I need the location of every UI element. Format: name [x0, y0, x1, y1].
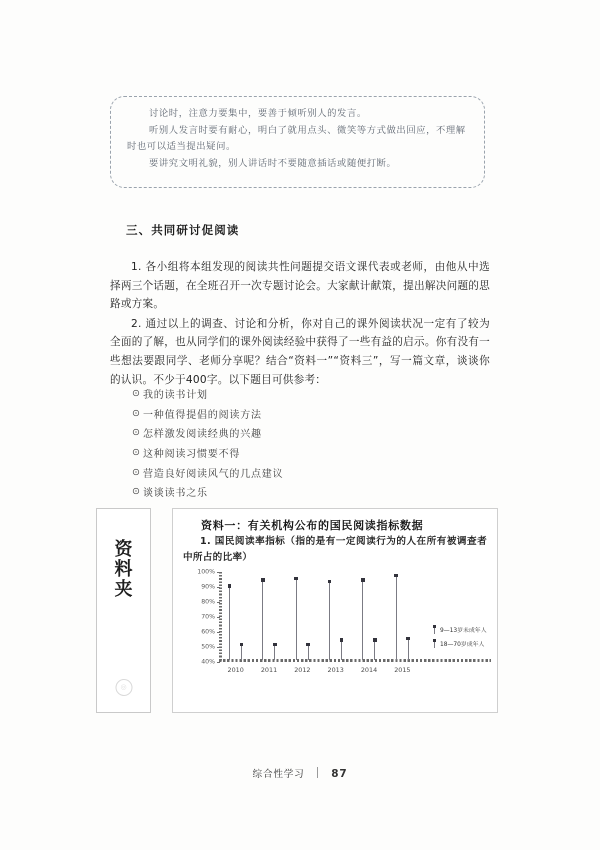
- chart-bar-cap: [340, 638, 343, 641]
- y-axis-tick: [217, 662, 220, 663]
- chart-bar: [296, 579, 297, 660]
- tip-line-1: 讨论时，注意力要集中，要善于倾听别人的发言。: [149, 108, 367, 119]
- chart-bar: [262, 581, 263, 661]
- chart-bar: [396, 576, 397, 660]
- seal-icon: ◎: [115, 679, 132, 696]
- chart-legend: [431, 622, 517, 650]
- page-footer: [0, 766, 600, 780]
- tip-line-2: 听别人发言时要有耐心，明白了就用点头、微笑等方式做出回应，不理解: [149, 124, 466, 136]
- chart-bar-cap: [240, 643, 243, 646]
- chart-bar-cap: [261, 578, 264, 581]
- chart-bar-cap: [294, 577, 297, 580]
- chart-bar: [374, 641, 375, 661]
- legend-label: 18—70岁成年人: [440, 641, 485, 648]
- y-axis-tick: [217, 602, 220, 603]
- x-axis: [219, 659, 491, 662]
- chart-bar: [341, 641, 342, 661]
- y-axis-tick-label: 80%: [201, 598, 215, 606]
- reference-panel-subtitle: 1. 国民阅读率指标（指的是有一定阅读行为的人在所有被调查者中所占的比率）: [183, 536, 487, 563]
- reference-panel: [172, 508, 498, 713]
- y-axis-tick-label: 90%: [201, 583, 215, 591]
- chart-bar: [308, 645, 309, 660]
- y-axis-tick-label: 40%: [201, 658, 215, 666]
- folder-tab: [96, 508, 151, 713]
- y-axis-tick: [217, 632, 220, 633]
- chart-bar: [274, 645, 275, 660]
- topic-suggestion-list: [132, 384, 462, 502]
- tip-line-4: 要讲究文明礼貌，别人讲话时不要随意插话或随便打断。: [149, 157, 397, 169]
- chart-bar: [241, 645, 242, 660]
- x-axis-tick-label: 2011: [260, 666, 278, 674]
- y-axis-tick-label: 70%: [201, 613, 215, 621]
- list-item: [132, 443, 462, 463]
- circled-dot-icon: ⊙: [132, 447, 141, 459]
- list-item-label: 我的读书计划: [143, 390, 208, 402]
- chart-bar: [229, 587, 230, 661]
- y-axis-tick: [217, 647, 220, 648]
- circled-dot-icon: ⊙: [132, 407, 141, 419]
- list-item: [132, 462, 462, 482]
- footer-page-number: 87: [331, 768, 348, 780]
- paragraph-2: 2. 通过以上的调查、讨论和分析，你对自己的课外阅读状况一定有了较为全面的了解，也从同学们的课外阅读经验中获得了一些有益的启示。你有没有一些想法要跟同学、老师分享呢？结合“资料一”“资料三”，写一篇文章，谈谈你的认识。不少于400字。以下题目可供参考：: [110, 317, 490, 386]
- footer-divider: [317, 767, 318, 778]
- list-item-label: 一种值得提倡的阅读方法: [143, 409, 262, 421]
- y-axis-tick: [217, 587, 220, 588]
- section-body: [110, 258, 490, 390]
- tip-line-3: 时也可以适当提出疑问。: [127, 141, 236, 152]
- legend-item: [431, 622, 517, 636]
- chart-bar-cap: [406, 637, 409, 640]
- y-axis-tick: [217, 617, 220, 618]
- circled-dot-icon: ⊙: [132, 466, 141, 478]
- chart-bar-cap: [228, 584, 231, 587]
- chart-bar-cap: [373, 638, 376, 641]
- chart-bar-cap: [361, 578, 364, 581]
- chart-bar-cap: [306, 643, 309, 646]
- list-item: [132, 404, 462, 424]
- chart-bar-cap: [328, 580, 331, 583]
- x-axis-tick-label: 2012: [294, 666, 311, 674]
- chart-bar: [362, 581, 363, 661]
- circled-dot-icon: ⊙: [132, 427, 141, 439]
- y-axis-tick: [217, 572, 220, 573]
- legend-item: [431, 636, 517, 650]
- list-item-label: 谈谈读书之乐: [143, 488, 208, 500]
- y-axis-tick-label: 50%: [201, 643, 215, 651]
- legend-marker-icon: [431, 625, 438, 634]
- reference-panel-title: 资料一：有关机构公布的国民阅读指标数据: [201, 519, 424, 532]
- list-item: [132, 384, 462, 404]
- circled-dot-icon: ⊙: [132, 388, 141, 400]
- chart-bar: [408, 639, 409, 660]
- paragraph-1: 1. 各小组将本组发现的阅读共性问题提交语文课代表或老师，由他从中选择两三个话题，在全班召开一次专题讨论会。大家献计献策，提出解决问题的思路或方案。: [110, 261, 490, 311]
- chart-plot-area: [197, 568, 419, 674]
- circled-dot-icon: ⊙: [132, 486, 141, 498]
- y-axis-tick-label: 60%: [201, 628, 215, 636]
- discussion-tips-box: [110, 96, 485, 188]
- reading-rate-chart: [185, 570, 487, 682]
- footer-section-name: 综合性学习: [252, 769, 305, 780]
- folder-tab-label: 资料夹: [111, 539, 133, 599]
- chart-bar-cap: [394, 574, 397, 577]
- legend-marker-icon: [431, 639, 438, 648]
- list-item-label: 营造良好阅读风气的几点建议: [143, 468, 284, 480]
- x-axis-tick-label: 2010: [227, 666, 244, 674]
- chart-bar-cap: [273, 643, 276, 646]
- x-axis-tick-label: 2013: [327, 666, 344, 674]
- x-axis-tick-label: 2014: [360, 666, 378, 674]
- list-item: [132, 423, 462, 443]
- x-axis-tick-label: 2015: [394, 666, 411, 674]
- y-axis-tick-label: 100%: [197, 568, 215, 576]
- list-item-label: 怎样激发阅读经典的兴趣: [143, 429, 262, 441]
- list-item: [132, 482, 462, 502]
- chart-bar: [329, 582, 330, 660]
- section-heading: 三、共同研讨促阅读: [126, 223, 240, 237]
- list-item-label: 这种阅读习惯要不得: [143, 449, 241, 461]
- legend-label: 9—13岁未成年人: [440, 627, 487, 634]
